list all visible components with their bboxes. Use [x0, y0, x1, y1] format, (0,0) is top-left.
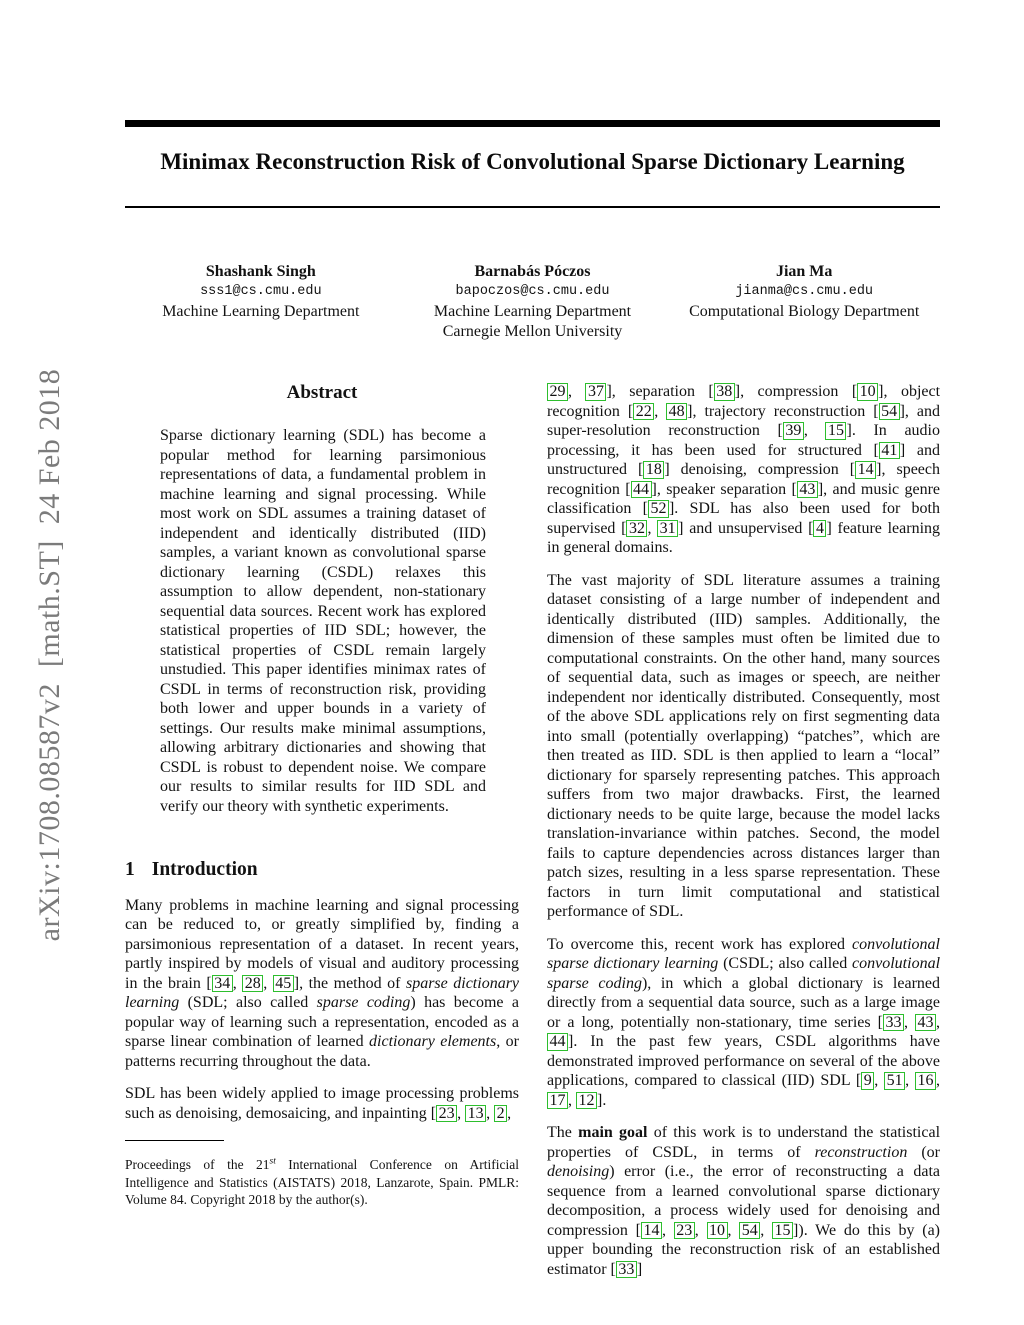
- author-block: [125, 262, 940, 342]
- text-segment: ]. In the past few years, CSDL algorithms have demonstrated improved performance on several of the above applications, compared to classical (IID) SDL [: [547, 1033, 940, 1089]
- text-segment: ,: [936, 1013, 940, 1031]
- citation-ref[interactable]: 33: [883, 1014, 904, 1032]
- text-segment: ,: [874, 1072, 885, 1089]
- section-number: 1: [125, 859, 135, 880]
- citation-ref[interactable]: 23: [674, 1222, 695, 1240]
- citation-ref[interactable]: 43: [915, 1014, 936, 1032]
- text-segment: ,: [903, 1013, 915, 1031]
- footnote-rule: [125, 1140, 224, 1141]
- citation-ref[interactable]: 38: [714, 383, 735, 401]
- italic-text: denoising: [547, 1163, 610, 1180]
- citation-ref[interactable]: 15: [772, 1222, 793, 1240]
- italic-text: dictionary elements: [369, 1033, 497, 1050]
- italic-text: sparse coding: [316, 994, 411, 1011]
- citation-ref[interactable]: 54: [879, 403, 900, 421]
- text-segment: ] denoising, compression [: [664, 461, 856, 478]
- citation-ref[interactable]: 33: [616, 1261, 637, 1279]
- citation-ref[interactable]: 12: [576, 1092, 597, 1110]
- italic-text: convolutional sparse coding: [547, 955, 941, 992]
- text-segment: International Conference on Artificial Intelligence and Statistics (AISTATS) 2018, Lanzarote, Spain. PMLR: Volume 84. Copyright 2018 by the author(s).: [125, 1157, 519, 1207]
- citation-ref[interactable]: 14: [641, 1222, 662, 1240]
- text-segment: of this work is to understand the statistical properties of CSDL, in terms of: [547, 1124, 941, 1161]
- citation-ref[interactable]: 28: [242, 975, 263, 993]
- author-email: sss1@cs.cmu.edu: [200, 284, 322, 299]
- citation-ref[interactable]: 45: [273, 975, 294, 993]
- abstract-heading: Abstract: [286, 382, 358, 403]
- text-segment: ,: [661, 1221, 674, 1239]
- intro-paragraph-1: [125, 896, 519, 1072]
- title-rule-top: [125, 120, 940, 127]
- citation-ref[interactable]: 39: [783, 422, 804, 440]
- text-segment: ,: [905, 1072, 916, 1089]
- text-segment: ,: [760, 1221, 773, 1239]
- footnote-text: [125, 1156, 519, 1209]
- text-segment: (CSDL; also called: [718, 955, 853, 972]
- body-paragraph-3: [547, 935, 940, 1111]
- text-segment: ], the method of: [293, 974, 406, 992]
- text-segment: ].: [597, 1091, 607, 1109]
- citation-ref[interactable]: 14: [855, 461, 876, 479]
- section-heading-introduction: [125, 860, 519, 880]
- italic-text: convolutional sparse dictionary learning: [547, 935, 940, 972]
- text-segment: ,: [803, 422, 826, 439]
- citation-ref[interactable]: 18: [643, 461, 664, 479]
- text-segment: ,: [568, 383, 586, 400]
- author-column-1: [125, 262, 397, 342]
- right-column: [547, 382, 940, 1279]
- author-column-2: [397, 262, 669, 342]
- text-segment: , or patterns recurring throughout the data.: [125, 1033, 520, 1070]
- text-segment: ) has become a popular way of learning such a representation, encoded as a sparse linear combination of learned: [125, 994, 519, 1050]
- text-segment: ,: [647, 519, 658, 537]
- text-segment: The vast majority of SDL literature assumes a training dataset consisting of a large number of independent and identically distributed (IID) samples. Additionally, the dimension of these samples must often be limited due to computational constraints. On the other hand, many sources of sequential data, such as images or speech, are neither independent nor identically distributed. Consequently, most of the above SDL applications rely on first segmenting data into small (potentially overlapping) “patches”, which are then treated as IID. SDL is then applied to learn a “local” dictionary for sparsely representing patches. This approach suffers from two major drawbacks. First, the learned dictionary needs to be quite large, because the model lacks translation-invariance within patches. Second, the model fails to capture dependencies across distances larger than patch sizes, resulting in a less sparse representation. These factors in turn limit computational and statistical performance of SDL.: [547, 571, 940, 920]
- citation-ref[interactable]: 31: [657, 520, 678, 538]
- text-segment: ], separation [: [606, 383, 714, 400]
- text-segment: ], speech recognition [: [547, 461, 940, 498]
- text-segment: ,: [694, 1221, 707, 1239]
- citation-ref[interactable]: 16: [915, 1072, 936, 1090]
- citation-ref[interactable]: 52: [648, 500, 669, 518]
- body-paragraph-1: [547, 382, 940, 558]
- text-segment: ,: [654, 402, 667, 420]
- text-segment: ,: [263, 974, 273, 992]
- citation-ref[interactable]: 4: [813, 520, 826, 538]
- text-segment: Proceedings of the 21: [125, 1157, 270, 1172]
- text-segment: ], and super-resolution reconstruction [: [547, 402, 941, 439]
- citation-ref[interactable]: 17: [547, 1092, 568, 1110]
- text-segment: ,: [232, 974, 243, 992]
- left-column: [125, 382, 519, 1209]
- text-segment: ], and music genre classification [: [547, 480, 940, 517]
- text-segment: ,: [507, 1104, 512, 1122]
- text-segment: ,: [936, 1072, 941, 1089]
- citation-ref[interactable]: 44: [631, 481, 652, 499]
- author-email: bapoczos@cs.cmu.edu: [455, 284, 610, 299]
- citation-ref[interactable]: 22: [633, 403, 654, 421]
- text-segment: ], compression [: [734, 383, 858, 400]
- text-segment: ), in which a global dictionary is learned directly from a sequential data source, such as a large image or a long, potentially non-stationary, time series [: [547, 974, 940, 1031]
- citation-ref[interactable]: 32: [626, 520, 647, 538]
- citation-ref[interactable]: 23: [436, 1105, 457, 1123]
- citation-ref[interactable]: 2: [494, 1105, 507, 1123]
- citation-ref[interactable]: 54: [739, 1222, 760, 1240]
- italic-text: reconstruction: [814, 1143, 908, 1161]
- title-rule-bottom: [125, 206, 940, 208]
- bold-text: main goal: [578, 1124, 648, 1141]
- text-segment: ], speaker separation [: [651, 480, 797, 498]
- text-segment: ]: [636, 1260, 643, 1278]
- citation-ref[interactable]: 44: [547, 1033, 568, 1051]
- superscript-text: st: [269, 1156, 276, 1167]
- text-segment: ] and unsupervised [: [678, 519, 814, 537]
- text-segment: SDL has been widely applied to image processing problems such as denoising, demosaicing, and inpainting [: [125, 1085, 519, 1122]
- intro-paragraph-2: [125, 1084, 519, 1123]
- text-segment: ], trajectory reconstruction [: [687, 402, 879, 420]
- author-affiliation: Carnegie Mellon University: [442, 323, 623, 340]
- citation-ref[interactable]: 34: [212, 975, 233, 993]
- citation-ref[interactable]: 10: [857, 383, 878, 401]
- author-affiliation: Computational Biology Department: [689, 303, 920, 320]
- text-segment: ,: [568, 1091, 576, 1109]
- author-column-3: [668, 262, 940, 342]
- text-segment: The: [547, 1124, 579, 1141]
- text-segment: ,: [457, 1104, 466, 1122]
- citation-ref[interactable]: 15: [825, 422, 846, 440]
- body-paragraph-2: [547, 571, 940, 922]
- text-segment: ]. SDL has also been used for both supervised [: [547, 500, 940, 537]
- abstract-text: Sparse dictionary learning (SDL) has become a popular method for learning parsimonious representations of data, a fundamental problem in machine learning and signal processing. While most work on SDL assumes a training dataset of independent and identically distributed (IID) samples, a variant known as convolutional sparse dictionary learning (CSDL) relaxes this assumption to allow dependent, non-stationary sequential data sources. Recent work has explored statistical properties of IID SDL; however, the statistical properties of CSDL remain largely unstudied. This paper identifies minimax rates of CSDL in terms of reconstruction risk, providing both lower and upper bounds in a variety of settings. Our results make minimal assumptions, allowing arbitrary dictionaries and showing that CSDL is robust to dependent noise. We compare our results to similar results for IID SDL and verify our theory with synthetic experiments.: [160, 427, 486, 815]
- author-name: Jian Ma: [775, 263, 833, 280]
- italic-text: sparse dictionary learning: [125, 974, 520, 1011]
- text-segment: ) error (i.e., the error of reconstructing a data sequence from a learned convolutional sparse dictionary decomposition, a process widely used for denoising and compression [: [547, 1163, 940, 1239]
- text-segment: ,: [486, 1104, 495, 1122]
- citation-ref[interactable]: 9: [861, 1072, 874, 1090]
- author-name: Shashank Singh: [205, 263, 316, 280]
- arxiv-id-text: arXiv:1708.08587v2 [math.ST] 24 Feb 2018: [33, 368, 66, 942]
- citation-ref[interactable]: 41: [879, 442, 900, 460]
- text-segment: Many problems in machine learning and signal processing can be reduced to, or greatly simplified by, finding a parsimonious representation of a dataset. In recent years, partly inspired by models of visual and auditory processing in the brain [: [125, 896, 519, 992]
- author-affiliation: Machine Learning Department: [433, 303, 632, 320]
- citation-ref[interactable]: 48: [666, 403, 687, 421]
- arxiv-watermark: [4, 330, 96, 980]
- section-title: Introduction: [151, 859, 258, 880]
- author-name: Barnabás Póczos: [474, 263, 591, 280]
- author-affiliation: Machine Learning Department: [162, 303, 360, 320]
- text-segment: ] and unstructured [: [547, 441, 940, 478]
- text-segment: ], object recognition [: [547, 383, 941, 420]
- text-segment: ]. In audio processing, it has been used for structured [: [547, 422, 940, 459]
- text-segment: ]). We do this by (a) upper bounding the reconstruction risk of an established estimator [: [547, 1221, 941, 1278]
- text-segment: (SDL; also called: [179, 994, 317, 1011]
- citation-ref[interactable]: 29: [547, 383, 568, 401]
- text-segment: To overcome this, recent work has explored: [547, 935, 853, 953]
- citation-ref[interactable]: 43: [797, 481, 818, 499]
- author-email: jianma@cs.cmu.edu: [735, 284, 874, 299]
- paper-title: Minimax Reconstruction Risk of Convolutional Sparse Dictionary Learning: [160, 149, 905, 174]
- text-segment: (or: [907, 1143, 940, 1161]
- text-segment: ,: [727, 1221, 740, 1239]
- citation-ref[interactable]: 51: [884, 1072, 905, 1090]
- body-paragraph-4: [547, 1123, 940, 1279]
- citation-ref[interactable]: 10: [707, 1222, 728, 1240]
- text-segment: ] feature learning in general domains.: [547, 519, 941, 556]
- citation-ref[interactable]: 37: [585, 383, 606, 401]
- citation-ref[interactable]: 13: [465, 1105, 486, 1123]
